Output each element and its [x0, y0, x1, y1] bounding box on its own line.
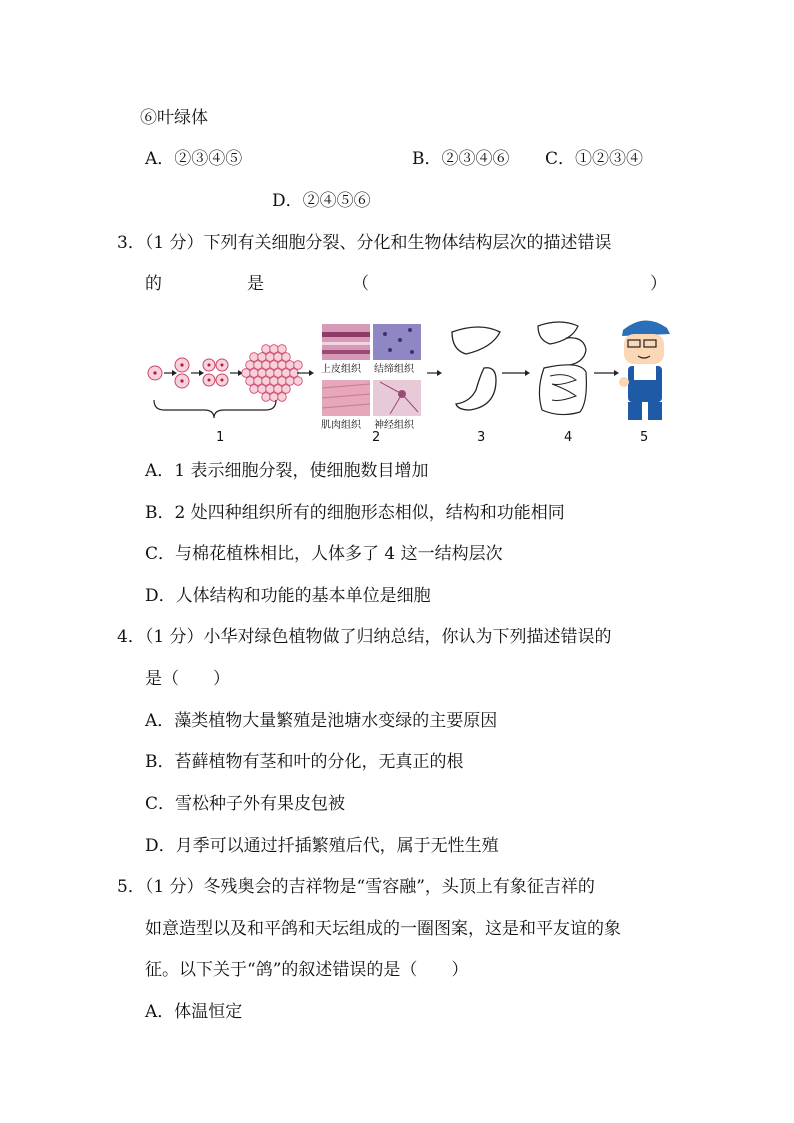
cluster-cell-1 [270, 345, 279, 354]
cluster-cell-29 [250, 385, 259, 394]
cluster-cell-12 [278, 361, 287, 370]
cluster-cell-17 [258, 369, 267, 378]
cluster-cell-27 [286, 377, 295, 386]
cluster-cell-31 [266, 385, 275, 394]
cluster-cell-33 [282, 385, 291, 394]
cell-division-sequence [148, 345, 314, 402]
cluster-cell-6 [274, 353, 283, 362]
cluster-cell-28 [294, 377, 303, 386]
tissue-nerve [373, 380, 421, 416]
cluster-cell-34 [262, 393, 271, 402]
cluster-cell-19 [274, 369, 283, 378]
cluster-cell-14 [294, 361, 303, 370]
cluster-cell-24 [262, 377, 271, 386]
cluster-cell-7 [282, 353, 291, 362]
cluster-cell-13 [286, 361, 295, 370]
figure-label-3: 3 [477, 430, 486, 445]
cluster-cell-11 [270, 361, 279, 370]
q3-stem-line2-c: （ [352, 274, 369, 294]
cluster-cell-35 [270, 393, 279, 402]
cluster-cell-26 [278, 377, 287, 386]
tissue-caption-epithelial: 上皮组织 [321, 364, 361, 375]
cluster-cell-22 [246, 377, 255, 386]
q5-stem-line1: 5．（1 分）冬残奥会的吉祥物是“雪容融”，头顶上有象征吉祥的 [117, 877, 595, 897]
tissue-connective [373, 324, 421, 360]
q5-option-a: A．体温恒定 [145, 1002, 243, 1022]
q3-stem-line1: 3．（1 分）下列有关细胞分裂、分化和生物体结构层次的描述错误 [117, 233, 612, 253]
system-illustration [538, 322, 586, 415]
q3-option-a: A．1 表示细胞分裂，使细胞数目增加 [145, 461, 429, 481]
q3-stem-line2-d: ） [650, 274, 667, 294]
q4-stem-line2: 是（ ） [145, 669, 230, 689]
cluster-cell-32 [274, 385, 283, 394]
cluster-cell-30 [258, 385, 267, 394]
cluster-cell-10 [262, 361, 271, 370]
q3-option-b: B．2 处四种组织所有的细胞形态相似，结构和功能相同 [145, 503, 565, 523]
tissue-muscle [322, 380, 370, 416]
cluster-cell-16 [250, 369, 259, 378]
figure-label-4: 4 [564, 430, 573, 445]
cluster-cell-15 [242, 369, 251, 378]
q3-stem-line2-b: 是 [247, 274, 264, 294]
cluster-cell-20 [282, 369, 291, 378]
q4-option-d: D．月季可以通过扦插繁殖后代，属于无性生殖 [145, 836, 499, 856]
q3-option-d: D．人体结构和功能的基本单位是细胞 [145, 586, 431, 606]
cluster-cell-23 [254, 377, 263, 386]
cluster-cell-5 [266, 353, 275, 362]
q2-item-6: ⑥叶绿体 [140, 108, 208, 128]
cluster-cell-2 [278, 345, 287, 354]
q4-option-b: B．苔藓植物有茎和叶的分化，无真正的根 [145, 752, 464, 772]
figure-label-2: 2 [372, 430, 381, 445]
organ-illustration [452, 327, 500, 410]
q3-figure [140, 310, 680, 452]
q5-stem-line3: 征。以下关于“鸽”的叙述错误的是（ ） [145, 960, 469, 980]
cluster-cell-8 [246, 361, 255, 370]
brace [154, 400, 276, 418]
q2-option-b: B．②③④⑥ [412, 149, 510, 169]
q3-option-c: C．与棉花植株相比，人体多了 4 这一结构层次 [145, 544, 503, 564]
cluster-cell-0 [262, 345, 271, 354]
tissue-epithelial [322, 324, 370, 360]
q4-stem-line1: 4．（1 分）小华对绿色植物做了归纳总结，你认为下列描述错误的 [117, 627, 612, 647]
q3-stem-line2-a: 的 [145, 274, 162, 294]
tissue-caption-muscle: 肌肉组织 [321, 420, 361, 431]
cluster-cell-18 [266, 369, 275, 378]
q2-option-d: D．②④⑤⑥ [272, 191, 371, 211]
cluster-cell-36 [278, 393, 287, 402]
q5-stem-line2: 如意造型以及和平鸽和天坛组成的一圈图案，这是和平友谊的象 [145, 919, 621, 939]
person-illustration [619, 320, 670, 420]
q4-option-a: A．藻类植物大量繁殖是池塘水变绿的主要原因 [145, 711, 498, 731]
q2-option-c: C．①②③④ [545, 149, 644, 169]
cluster-cell-3 [250, 353, 259, 362]
q4-option-c: C．雪松种子外有果皮包被 [145, 794, 346, 814]
tissue-caption-nerve: 神经组织 [374, 420, 414, 431]
tissue-caption-connective: 结缔组织 [374, 364, 414, 375]
figure-label-5: 5 [640, 430, 649, 445]
cluster-cell-4 [258, 353, 267, 362]
figure-label-1: 1 [216, 430, 225, 445]
cluster-cell-25 [270, 377, 279, 386]
cluster-cell-9 [254, 361, 263, 370]
q2-option-a: A．②③④⑤ [145, 149, 243, 169]
